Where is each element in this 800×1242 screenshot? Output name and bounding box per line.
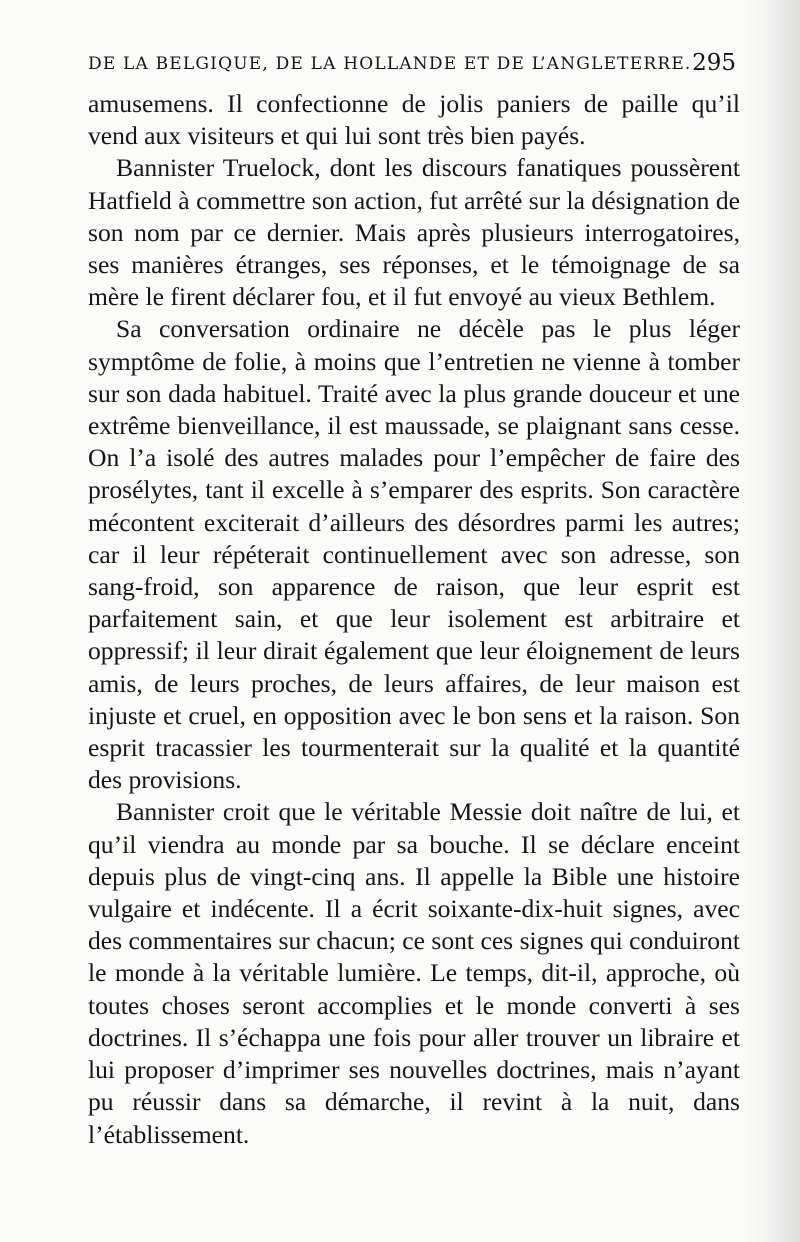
- paragraph: Sa conversation ordinaire ne décèle pas le plus léger symptôme de folie, à moins que l’entretien ne vienne à tomber sur son dada habituel. Traité avec la plus grande douceur et une extrême bienveillance, il est maussade, se plaignant sans cesse. On l’a isolé des autres malades pour l’empêcher de faire des prosélytes, tant il excelle à s’emparer des esprits. Son caractère mécontent exciterait d’ailleurs des désordres parmi les autres; car il leur répéterait continuellement avec son adresse, son sang-froid, son apparence de raison, que leur esprit est parfaitement sain, et que leur isolement est arbitraire et oppressif; il leur dirait également que leur éloignement de leurs amis, de leurs proches, de leurs affaires, de leur maison est injuste et cruel, en opposition avec le bon sens et la raison. Son esprit tracassier les tourmenterait sur la qualité et la quantité des provisions.: [88, 314, 740, 795]
- paragraph: Bannister Truelock, dont les discours fanatiques poussèrent Hatfield à commettre son action, fut arrêté sur la désignation de son nom par ce dernier. Mais après plusieurs interrogatoires, ses manières étranges, ses réponses, et le témoignage de sa mère le firent déclarer fou, et il fut envoyé au vieux Bethlem.: [88, 153, 740, 312]
- page-number: 295: [692, 50, 736, 76]
- paragraph-continuation: amusemens. Il confectionne de jolis paniers de paille qu’il vend aux visiteurs et qui lui sont très bien payés.: [88, 89, 740, 151]
- paragraph: Bannister croit que le véritable Messie doit naître de lui, et qu’il viendra au monde par sa bouche. Il se déclare enceint depuis plus de vingt-cinq ans. Il appelle la Bible une histoire vulgaire et indécente. Il a écrit soixante-dix-huit signes, avec des commentaires sur chacun; ce sont ces signes qui conduiront le monde à la véritable lumière. Le temps, dit-il, approche, où toutes choses seront accomplies et le monde converti à ses doctrines. Il s’échappa une fois pour aller trouver un libraire et lui proposer d’imprimer ses nouvelles doctrines, mais n’ayant pu réussir dans sa démarche, il revint à la nuit, dans l’établissement.: [88, 797, 740, 1149]
- text-block: [88, 88, 740, 1151]
- page-edge-shadow: [740, 0, 800, 1242]
- running-head: [88, 50, 736, 80]
- running-title: DE LA BELGIQUE, DE LA HOLLANDE ET DE L’ANGLETERRE.: [88, 54, 692, 74]
